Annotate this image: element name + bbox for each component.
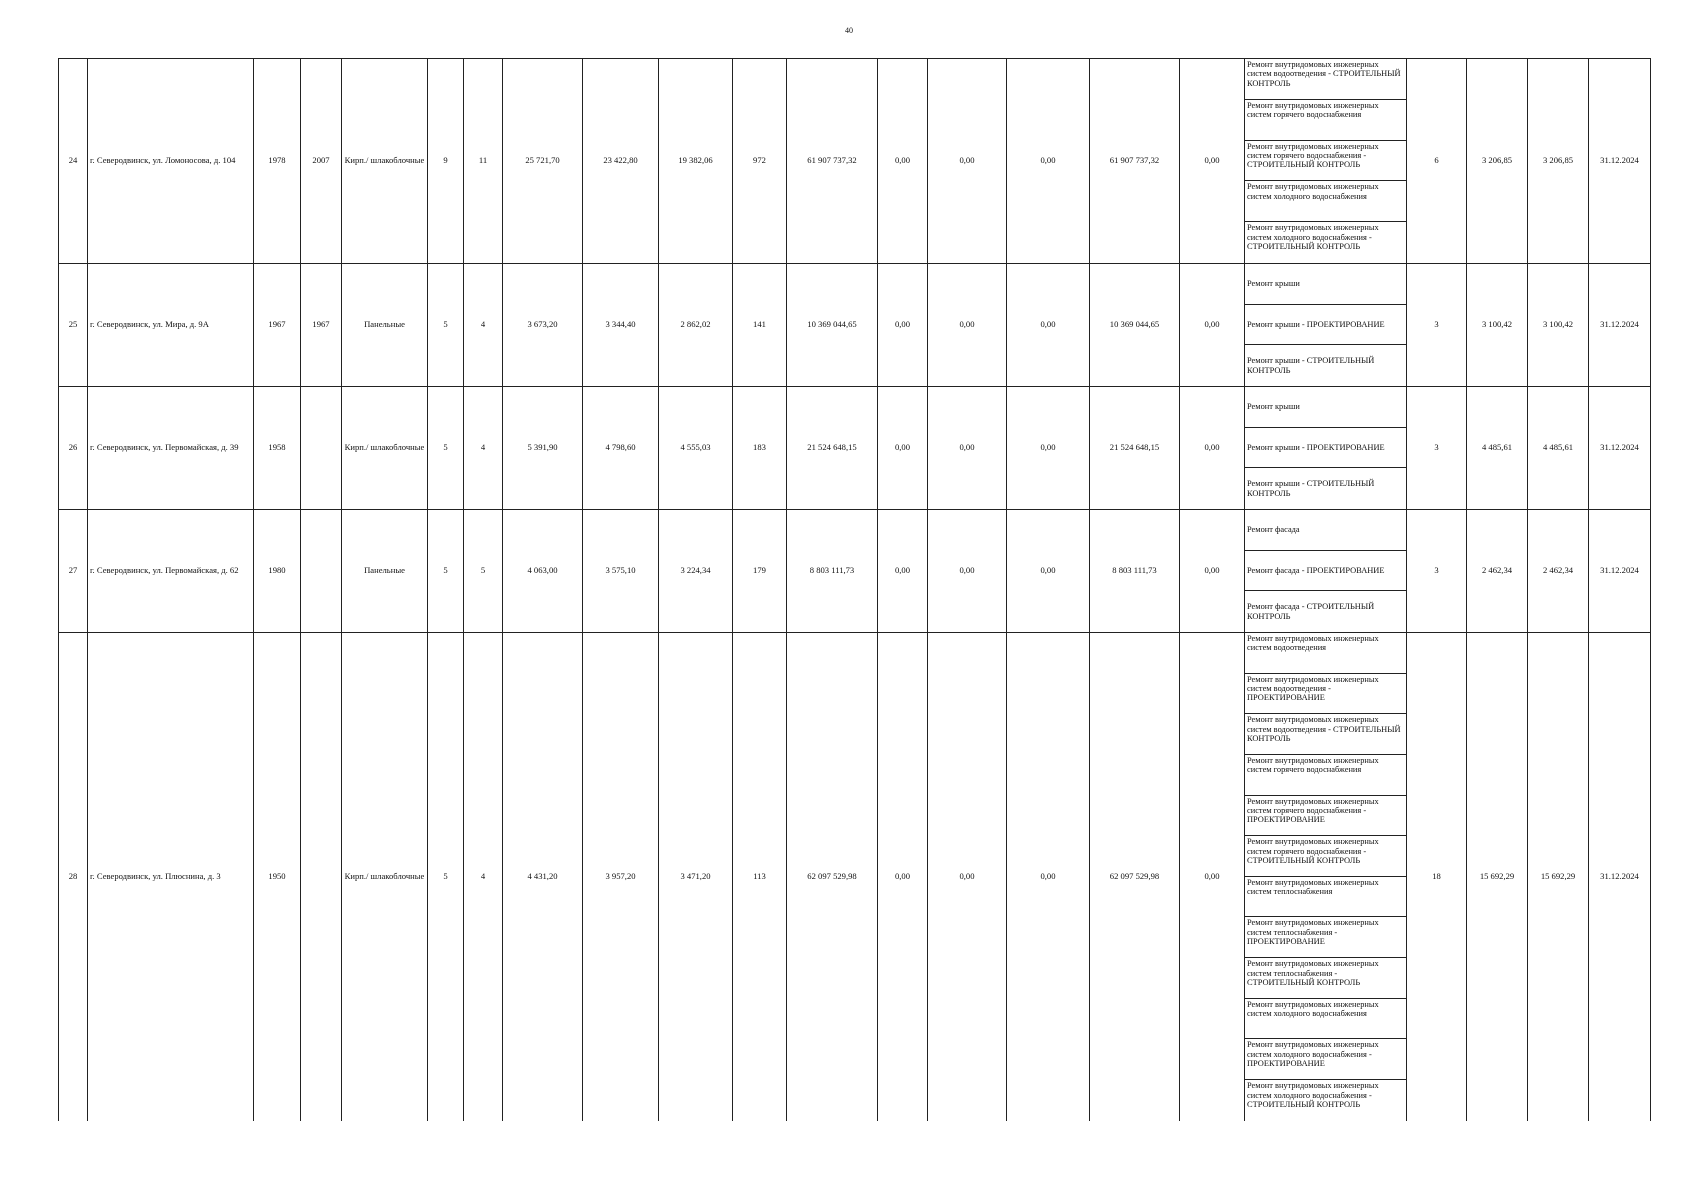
works-cell — [1245, 509, 1407, 632]
works-count: 3 — [1407, 263, 1467, 386]
table-row — [59, 509, 1651, 632]
deadline: 31.12.2024 — [1589, 59, 1651, 264]
total-area: 3 673,20 — [503, 263, 583, 386]
address: г. Северодвинск, ул. Ломоносова, д. 104 — [88, 59, 254, 264]
unit-cost: 3 100,42 — [1467, 263, 1528, 386]
wall-material: Кирп./ шлакоблочные — [342, 59, 428, 264]
wall-material: Кирп./ шлакоблочные — [342, 632, 428, 1120]
wall-material: Кирп./ шлакоблочные — [342, 386, 428, 509]
total-area: 4 431,20 — [503, 632, 583, 1120]
fund-other: 0,00 — [1180, 509, 1245, 632]
residents-count: 179 — [733, 509, 787, 632]
repair-program-table — [58, 58, 1651, 1121]
works-count: 3 — [1407, 386, 1467, 509]
cost-total: 62 097 529,98 — [787, 632, 878, 1120]
work-item: Ремонт внутридомовых инженерных систем холодного водоснабжения - СТРОИТЕЛЬНЫЙ КОНТРОЛЬ — [1247, 223, 1379, 251]
table-row — [59, 386, 1651, 509]
fund-local: 0,00 — [1007, 632, 1090, 1120]
work-item: Ремонт фасада - СТРОИТЕЛЬНЫЙ КОНТРОЛЬ — [1247, 602, 1375, 621]
fund-regional: 0,00 — [928, 263, 1007, 386]
address: г. Северодвинск, ул. Мира, д. 9А — [88, 263, 254, 386]
area-residential: 3 224,34 — [659, 509, 733, 632]
limit-cost: 2 462,34 — [1528, 509, 1589, 632]
works-cell — [1245, 632, 1407, 1120]
deadline: 31.12.2024 — [1589, 263, 1651, 386]
row-number: 24 — [59, 59, 88, 264]
area-residential: 2 862,02 — [659, 263, 733, 386]
works-cell — [1245, 386, 1407, 509]
entrances: 5 — [464, 509, 503, 632]
fund-owners: 62 097 529,98 — [1090, 632, 1180, 1120]
work-item: Ремонт внутридомовых инженерных систем водоотведения - СТРОИТЕЛЬНЫЙ КОНТРОЛЬ — [1245, 59, 1406, 100]
area-residential: 3 471,20 — [659, 632, 733, 1120]
work-item: Ремонт внутридомовых инженерных систем горячего водоснабжения - ПРОЕКТИРОВАНИЕ — [1245, 796, 1406, 837]
area-premises: 23 422,80 — [583, 59, 659, 264]
work-item: Ремонт крыши - СТРОИТЕЛЬНЫЙ КОНТРОЛЬ — [1247, 479, 1375, 498]
unit-cost: 3 206,85 — [1467, 59, 1528, 264]
unit-cost: 4 485,61 — [1467, 386, 1528, 509]
work-item: Ремонт крыши — [1245, 387, 1406, 428]
fund-federal: 0,00 — [878, 59, 928, 264]
work-item: Ремонт внутридомовых инженерных систем водоотведения - СТРОИТЕЛЬНЫЙ КОНТРОЛЬ — [1245, 714, 1406, 755]
address: г. Северодвинск, ул. Плюснина, д. 3 — [88, 632, 254, 1120]
fund-local: 0,00 — [1007, 59, 1090, 264]
works-list — [1245, 59, 1406, 263]
residents-count: 972 — [733, 59, 787, 264]
work-item: Ремонт внутридомовых инженерных систем теплоснабжения — [1245, 877, 1406, 918]
area-premises: 3 344,40 — [583, 263, 659, 386]
limit-cost: 3 100,42 — [1528, 263, 1589, 386]
work-item: Ремонт внутридомовых инженерных систем водоотведения — [1245, 633, 1406, 674]
fund-federal: 0,00 — [878, 263, 928, 386]
fund-local: 0,00 — [1007, 386, 1090, 509]
work-item: Ремонт внутридомовых инженерных систем горячего водоснабжения - СТРОИТЕЛЬНЫЙ КОНТРОЛЬ — [1245, 141, 1406, 182]
fund-owners: 21 524 648,15 — [1090, 386, 1180, 509]
deadline: 31.12.2024 — [1589, 632, 1651, 1120]
fund-local: 0,00 — [1007, 509, 1090, 632]
area-premises: 3 575,10 — [583, 509, 659, 632]
fund-other: 0,00 — [1180, 263, 1245, 386]
floors: 5 — [428, 509, 464, 632]
year-renovated — [301, 509, 342, 632]
table-row — [59, 59, 1651, 264]
cost-total: 61 907 737,32 — [787, 59, 878, 264]
area-residential: 19 382,06 — [659, 59, 733, 264]
cost-total: 21 524 648,15 — [787, 386, 878, 509]
residents-count: 113 — [733, 632, 787, 1120]
entrances: 11 — [464, 59, 503, 264]
address: г. Северодвинск, ул. Первомайская, д. 39 — [88, 386, 254, 509]
year-renovated: 1967 — [301, 263, 342, 386]
year-built: 1978 — [254, 59, 301, 264]
entrances: 4 — [464, 263, 503, 386]
row-number: 27 — [59, 509, 88, 632]
works-list — [1245, 387, 1406, 509]
works-count: 3 — [1407, 509, 1467, 632]
table-row — [59, 263, 1651, 386]
residents-count: 141 — [733, 263, 787, 386]
fund-federal: 0,00 — [878, 386, 928, 509]
table-row — [59, 632, 1651, 1120]
floors: 5 — [428, 263, 464, 386]
year-built: 1980 — [254, 509, 301, 632]
work-item: Ремонт фасада — [1245, 510, 1406, 551]
work-item: Ремонт внутридомовых инженерных систем холодного водоснабжения - СТРОИТЕЛЬНЫЙ КОНТРОЛЬ — [1247, 1081, 1379, 1109]
wall-material: Панельные — [342, 263, 428, 386]
work-item: Ремонт крыши - ПРОЕКТИРОВАНИЕ — [1245, 428, 1406, 469]
work-item: Ремонт внутридомовых инженерных систем холодного водоснабжения — [1245, 999, 1406, 1040]
fund-federal: 0,00 — [878, 632, 928, 1120]
works-count: 18 — [1407, 632, 1467, 1120]
fund-owners: 10 369 044,65 — [1090, 263, 1180, 386]
limit-cost: 3 206,85 — [1528, 59, 1589, 264]
total-area: 25 721,70 — [503, 59, 583, 264]
row-number: 28 — [59, 632, 88, 1120]
fund-owners: 8 803 111,73 — [1090, 509, 1180, 632]
cost-total: 10 369 044,65 — [787, 263, 878, 386]
area-residential: 4 555,03 — [659, 386, 733, 509]
year-built: 1967 — [254, 263, 301, 386]
area-premises: 4 798,60 — [583, 386, 659, 509]
floors: 5 — [428, 386, 464, 509]
work-item: Ремонт внутридомовых инженерных систем холодного водоснабжения - ПРОЕКТИРОВАНИЕ — [1245, 1039, 1406, 1080]
work-item: Ремонт крыши - ПРОЕКТИРОВАНИЕ — [1245, 305, 1406, 346]
fund-regional: 0,00 — [928, 509, 1007, 632]
work-item: Ремонт внутридомовых инженерных систем холодного водоснабжения — [1245, 181, 1406, 222]
deadline: 31.12.2024 — [1589, 386, 1651, 509]
year-built: 1958 — [254, 386, 301, 509]
work-item: Ремонт внутридомовых инженерных систем горячего водоснабжения — [1245, 755, 1406, 796]
year-built: 1950 — [254, 632, 301, 1120]
limit-cost: 4 485,61 — [1528, 386, 1589, 509]
unit-cost: 15 692,29 — [1467, 632, 1528, 1120]
fund-federal: 0,00 — [878, 509, 928, 632]
works-cell — [1245, 263, 1407, 386]
works-count: 6 — [1407, 59, 1467, 264]
work-item: Ремонт фасада - ПРОЕКТИРОВАНИЕ — [1245, 551, 1406, 592]
floors: 9 — [428, 59, 464, 264]
address: г. Северодвинск, ул. Первомайская, д. 62 — [88, 509, 254, 632]
works-list — [1245, 633, 1406, 1121]
fund-other: 0,00 — [1180, 59, 1245, 264]
cost-total: 8 803 111,73 — [787, 509, 878, 632]
fund-other: 0,00 — [1180, 632, 1245, 1120]
deadline: 31.12.2024 — [1589, 509, 1651, 632]
work-item: Ремонт внутридомовых инженерных систем теплоснабжения - ПРОЕКТИРОВАНИЕ — [1245, 917, 1406, 958]
fund-regional: 0,00 — [928, 386, 1007, 509]
row-number: 26 — [59, 386, 88, 509]
works-cell — [1245, 59, 1407, 264]
unit-cost: 2 462,34 — [1467, 509, 1528, 632]
year-renovated — [301, 386, 342, 509]
fund-local: 0,00 — [1007, 263, 1090, 386]
floors: 5 — [428, 632, 464, 1120]
total-area: 5 391,90 — [503, 386, 583, 509]
year-renovated: 2007 — [301, 59, 342, 264]
work-item: Ремонт крыши — [1245, 264, 1406, 305]
work-item: Ремонт внутридомовых инженерных систем горячего водоснабжения - СТРОИТЕЛЬНЫЙ КОНТРОЛЬ — [1245, 836, 1406, 877]
work-item: Ремонт крыши - СТРОИТЕЛЬНЫЙ КОНТРОЛЬ — [1247, 356, 1375, 375]
entrances: 4 — [464, 386, 503, 509]
work-item: Ремонт внутридомовых инженерных систем теплоснабжения - СТРОИТЕЛЬНЫЙ КОНТРОЛЬ — [1245, 958, 1406, 999]
fund-other: 0,00 — [1180, 386, 1245, 509]
work-item: Ремонт внутридомовых инженерных систем водоотведения - ПРОЕКТИРОВАНИЕ — [1245, 674, 1406, 715]
residents-count: 183 — [733, 386, 787, 509]
total-area: 4 063,00 — [503, 509, 583, 632]
limit-cost: 15 692,29 — [1528, 632, 1589, 1120]
fund-regional: 0,00 — [928, 59, 1007, 264]
works-list — [1245, 264, 1406, 386]
fund-regional: 0,00 — [928, 632, 1007, 1120]
fund-owners: 61 907 737,32 — [1090, 59, 1180, 264]
work-item: Ремонт внутридомовых инженерных систем горячего водоснабжения — [1245, 100, 1406, 141]
area-premises: 3 957,20 — [583, 632, 659, 1120]
entrances: 4 — [464, 632, 503, 1120]
works-list — [1245, 510, 1406, 632]
wall-material: Панельные — [342, 509, 428, 632]
page-number: 40 — [845, 26, 853, 35]
row-number: 25 — [59, 263, 88, 386]
year-renovated — [301, 632, 342, 1120]
